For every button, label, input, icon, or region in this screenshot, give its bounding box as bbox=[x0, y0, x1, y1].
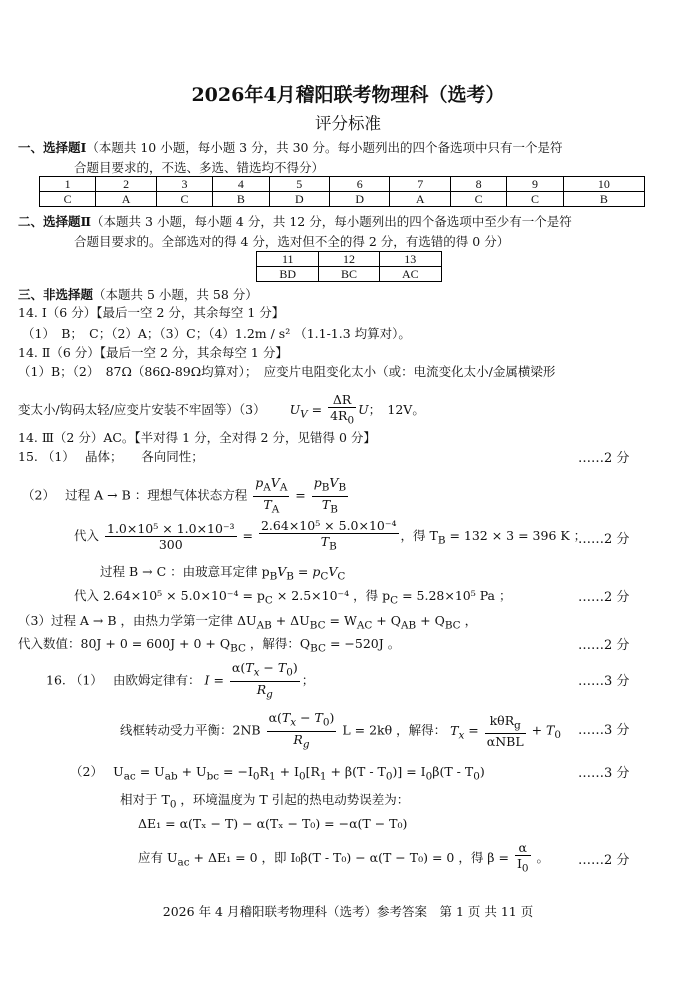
sec1-numbers-cell: 2 bbox=[96, 177, 156, 192]
q14-i-head: 14. Ⅰ（6 分）【最后一空 2 分，其余每空 1 分】 bbox=[18, 305, 285, 320]
q15-line-5: 代入 $2.64\times 10^5 \times 5.0\times 10^{-4} = p_C \times 2.5\times 10^{-4}$ ，得 $p_C = 5.28\times 10^5$ Pa ； bbox=[74, 588, 512, 607]
q16-line-1-text: 16. （1） 由欧姆定律有： bbox=[46, 672, 201, 688]
section-1-heading: 一、选择题Ⅰ bbox=[18, 140, 87, 155]
formula-uv: $U_V$ = $\frac{\Delta R}{4R_0}$ U bbox=[289, 392, 369, 427]
sec1-numbers-cell: 5 bbox=[269, 177, 329, 192]
section-2-desc: （本题共 3 小题，每小题 4 分，共 12 分，每小题列出的四个备选项中至少有一个是符 bbox=[91, 214, 572, 229]
q15-line-5c: = 5.28×10⁵ Pa ； bbox=[398, 588, 512, 603]
q14-ii-answer-2 bbox=[18, 392, 425, 429]
page-footer: 2026 年 4 月稽阳联考物理科（选考）参考答案 第 1 页 共 11 页 bbox=[162, 904, 534, 919]
sec1-answers-cell: D bbox=[269, 192, 329, 207]
fraction-dr: $\frac{\Delta R}{4R_0}$ bbox=[330, 392, 355, 427]
score: ……3 分 bbox=[578, 766, 630, 781]
section-1-desc-2: 合题目要求的，不选、多选、错选均不得分） bbox=[74, 160, 325, 175]
q14-ii-answer-1: （1）B；（2） 87Ω（86Ω-89Ω均算对）； 应变片电阻变化太小（或：电流变化太小/金属横梁形 bbox=[18, 364, 556, 379]
q14-ii-answer-2-text: 变太小/钩码太轻/应变片安装不牢固等）（3） bbox=[18, 401, 266, 417]
sec1-answers-cell: D bbox=[330, 192, 390, 207]
fraction-state-b: $\frac{\text{2.64×10⁵ × 5.0×10⁻⁴}}{T_B}$ bbox=[260, 518, 397, 553]
q15-line-7: 代入数值：$80J + 0 = 600J + 0 + Q_{BC}$ ，解得：$Q_{BC} = -520J$ 。 bbox=[18, 636, 401, 655]
q15-line-7b: ，解得：Q bbox=[245, 636, 311, 651]
fraction-ohm: $\frac{\alpha(T_x - T_0)}{R_g}$ bbox=[231, 660, 298, 700]
score: ……2 分 bbox=[578, 590, 630, 605]
q16-line-6b: + ΔE₁ = 0 ，即 I₀β(T - T₀) − α(T − T₀) = 0 ，得 β = bbox=[189, 849, 509, 865]
q15-line-6-text: （3）过程 A → B ，由热力学第一定律 ΔU bbox=[18, 613, 257, 628]
q15-line-7c: = −520J 。 bbox=[325, 636, 401, 651]
q16-line-2: 线框转动受力平衡：2NB $\frac{\alpha(T_x - T_0)}{R_g}$ L = 2kθ ，解得： $T_x$ = $\frac{k\theta R_g}{\text{αNBL}}$ + $T_0$ bbox=[120, 710, 562, 750]
q16-line-4a: 相对于 T bbox=[120, 792, 170, 807]
q16-line-3: （2） $U_{ac} = U_{ab} + U_{bc} = -I_0R_1 + I_0[R_1 + \beta(T - T_0)] = I_0\beta(T - T_0)$ bbox=[70, 764, 485, 783]
fraction-pava: $\frac{p_AV_A}{T_A}$ bbox=[255, 475, 288, 515]
sec1-numbers-cell: 7 bbox=[390, 177, 450, 192]
q15-line-3: 代入 $\frac{\text{1.0×10⁵ × 1.0×10⁻³}}{300}$ = $\frac{\text{2.64×10⁵ × 5.0×10⁻⁴}}{T_B}$ ，得 $T_B = 132 \times 3 = 396$ K ； bbox=[74, 518, 587, 553]
sec1-numbers-cell: 1 bbox=[40, 177, 96, 192]
sec2-numbers-cell: 11 bbox=[257, 252, 319, 267]
sec2-answers-cell: BC bbox=[319, 267, 379, 282]
section-3-desc: （本题共 5 小题，共 58 分） bbox=[93, 287, 258, 302]
section-1 bbox=[18, 138, 562, 156]
sec1-numbers-cell: 6 bbox=[330, 177, 390, 192]
q15-line-4-text: 过程 B → C ：由玻意耳定律 p bbox=[100, 564, 270, 579]
sec1-numbers-cell: 3 bbox=[156, 177, 212, 192]
score: ……2 分 bbox=[578, 853, 630, 868]
sec2-answers-cell: BD bbox=[257, 267, 319, 282]
score: ……2 分 bbox=[578, 638, 630, 653]
section-2-desc-2: 合题目要求的。全部选对的得 4 分，选对但不全的得 2 分，有选错的得 0 分） bbox=[74, 234, 510, 249]
sec1-answers-cell: B bbox=[213, 192, 269, 207]
fraction-beta: $\frac{\alpha}{I_0}$ bbox=[516, 840, 529, 875]
q16-line-4b: ，环境温度为 T 引起的热电动势误差为： bbox=[176, 792, 410, 807]
q16-line-2a: 线框转动受力平衡：2NB bbox=[120, 722, 261, 738]
q15-line-7a: 代入数值：80J + 0 = 600J + 0 + Q bbox=[18, 636, 231, 651]
page-title: 2026年4月稽阳联考物理科（选考） bbox=[191, 84, 505, 106]
fraction-state-a: $\frac{\text{1.0×10⁵ × 1.0×10⁻³}}{300}$ bbox=[107, 520, 235, 552]
sec1-answers-cell: A bbox=[96, 192, 156, 207]
sec2-numbers-cell: 13 bbox=[379, 252, 441, 267]
section-2-heading: 二、选择题Ⅱ bbox=[18, 214, 92, 229]
score: ……2 分 bbox=[578, 451, 630, 466]
q16-line-3-text: （2） U bbox=[70, 764, 124, 779]
q15-line-3a: 代入 bbox=[74, 527, 100, 543]
q15-line-5b: × 2.5×10⁻⁴ ，得 p bbox=[272, 588, 391, 603]
q15-line-6: （3）过程 A → B ，由热力学第一定律 $\Delta U_{AB} + \Delta U_{BC} = W_{AC} + Q_{AB} + Q_{BC}$ ， bbox=[18, 613, 478, 632]
score: ……3 分 bbox=[578, 723, 630, 738]
q16-line-1: 16. （1） 由欧姆定律有： I = $\frac{\alpha(T_x - T_0)}{R_g}$ ； bbox=[46, 660, 315, 700]
answer-table-1 bbox=[39, 176, 645, 207]
score: ……3 分 bbox=[578, 674, 630, 689]
q14-i-answer: （1） B； C；（2）A；（3）C；（4）1.2m / s² （1.1-1.3 均算对）。 bbox=[22, 326, 411, 341]
fraction-pbvb: $\frac{p_BV_B}{T_B}$ bbox=[313, 475, 347, 515]
q15-line-2-text: （2） 过程 A → B ：理想气体状态方程 bbox=[22, 487, 248, 503]
sec1-numbers-cell: 9 bbox=[507, 177, 563, 192]
fraction-tx: $\frac{k\theta R_g}{\text{αNBL}}$ bbox=[486, 712, 524, 750]
answer-table-2 bbox=[256, 251, 442, 282]
q16-line-5: ΔE₁ = α(Tₓ − T) − α(Tₓ − T₀) = −α(T − T₀) bbox=[138, 816, 408, 831]
q15-line-4: 过程 B → C ：由玻意耳定律 $p_BV_B = p_CV_C$ bbox=[100, 564, 346, 583]
q16-line-6a: 应有 U bbox=[138, 849, 178, 865]
sec2-answers-cell: AC bbox=[379, 267, 441, 282]
q15-line-3b: ，得 T bbox=[400, 527, 438, 543]
sec1-answers-cell: C bbox=[507, 192, 563, 207]
section-2 bbox=[18, 212, 572, 230]
sec1-answers-cell: C bbox=[450, 192, 506, 207]
section-3-heading: 三、非选择题 bbox=[18, 287, 94, 302]
fraction-torque: $\frac{\alpha(T_x - T_0)}{R_g}$ bbox=[268, 710, 335, 750]
q14-ii-answer-3: ； 12V。 bbox=[368, 401, 425, 417]
q16-line-6: 应有 $U_{ac} + \Delta E_1 = 0$ ，即 I₀β(T - T₀) − α(T − T₀) = 0 ，得 β = $\frac{\alpha}{I_0}$ 。 bbox=[138, 840, 550, 875]
sec1-answers-cell: B bbox=[563, 192, 644, 207]
q16-line-4: 相对于 $T_0$ ，环境温度为 T 引起的热电动势误差为： bbox=[120, 792, 410, 811]
score: ……2 分 bbox=[578, 532, 630, 547]
q14-ii-head: 14. Ⅱ（6 分）【最后一空 2 分，其余每空 1 分】 bbox=[18, 345, 288, 360]
sec2-numbers-cell: 12 bbox=[319, 252, 379, 267]
q14-iii: 14. Ⅲ（2 分）AC。【半对得 1 分，全对得 2 分，见错得 0 分】 bbox=[18, 430, 376, 445]
sec1-answers-cell: C bbox=[40, 192, 96, 207]
page-subtitle: 评分标准 bbox=[315, 114, 381, 133]
q15-line-3c: = 132 × 3 = 396 K ； bbox=[445, 527, 587, 543]
q15-line-1: 15. （1） 晶体； 各向同性； bbox=[18, 449, 204, 464]
q16-line-2b: L = 2kθ ，解得： bbox=[338, 722, 447, 738]
sec1-answers-cell: A bbox=[390, 192, 450, 207]
q15-line-2: （2） 过程 A → B ：理想气体状态方程 $\frac{p_AV_A}{T_A}$ = $\frac{p_BV_B}{T_B}$ bbox=[22, 475, 347, 515]
sec1-numbers-cell: 8 bbox=[450, 177, 506, 192]
sec1-numbers-cell: 10 bbox=[563, 177, 644, 192]
sec1-answers-cell: C bbox=[156, 192, 212, 207]
section-3 bbox=[18, 285, 258, 303]
sec1-numbers-cell: 4 bbox=[213, 177, 269, 192]
section-1-desc: （本题共 10 小题，每小题 3 分，共 30 分。每小题列出的四个备选项中只有一个是符 bbox=[86, 140, 563, 155]
q15-line-5a: 代入 2.64×10⁵ × 5.0×10⁻⁴ = p bbox=[74, 588, 265, 603]
